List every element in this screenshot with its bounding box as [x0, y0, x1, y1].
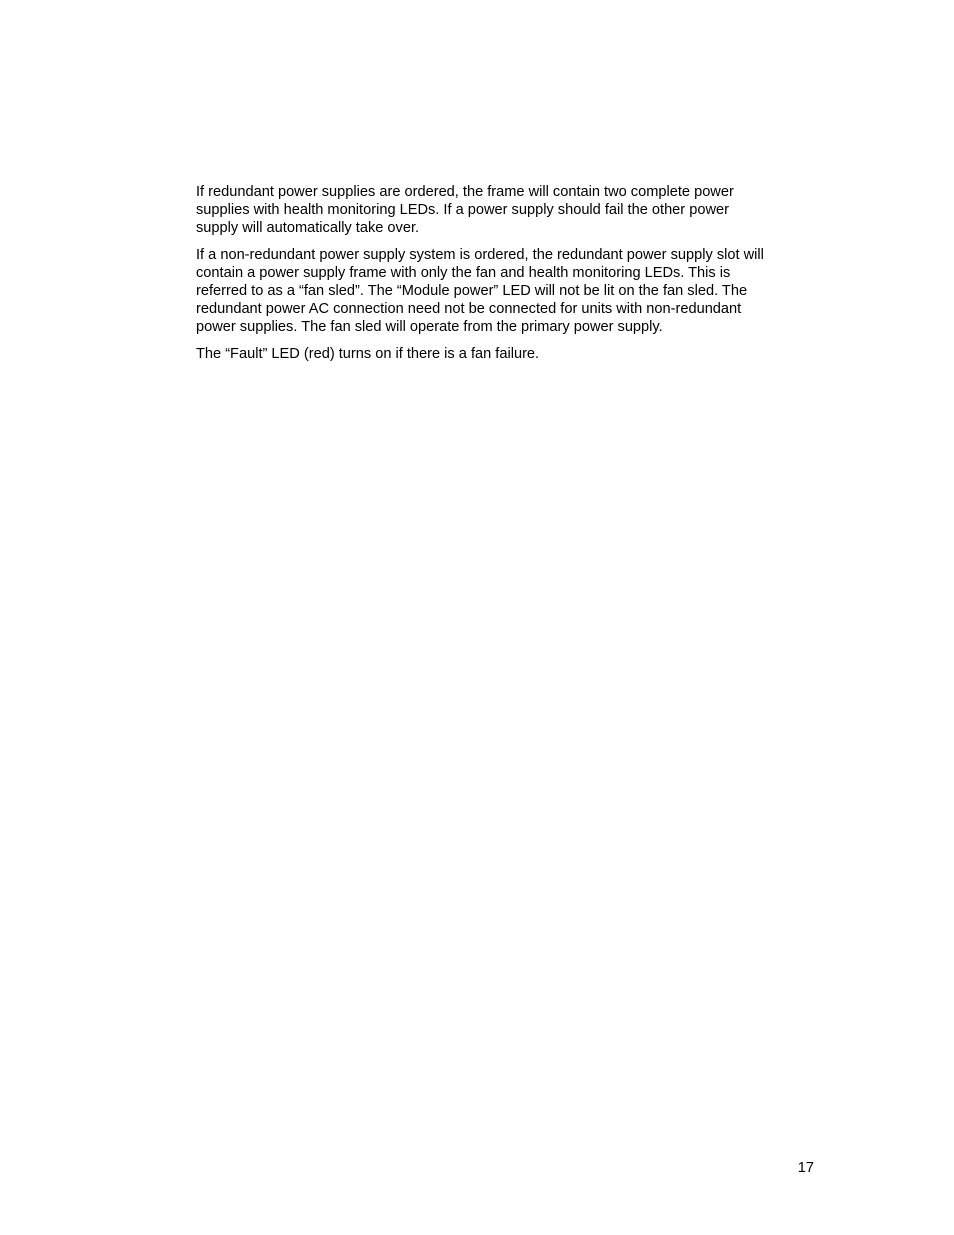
paragraph-non-redundant-power-supply: If a non-redundant power supply system is ordered, the redundant power supply slot will contain a power supply frame with only the fan and health monitoring LEDs. This is referred to as a “fan sled”. The “Module power” LED will not be lit on the fan sled. The redundant power AC connection need not be connected for units with non-redundant power supplies. The fan sled will operate from the primary power supply.: [196, 247, 764, 335]
body-text: [196, 183, 816, 372]
paragraph-redundant-power-supplies: If redundant power supplies are ordered, the frame will contain two complete power supplies with health monitoring LEDs. If a power supply should fail the other power supply will automatically take over.: [196, 184, 734, 236]
paragraph-fault-led: The “Fault” LED (red) turns on if there is a fan failure.: [196, 346, 540, 362]
page-number: 17: [797, 1160, 814, 1176]
